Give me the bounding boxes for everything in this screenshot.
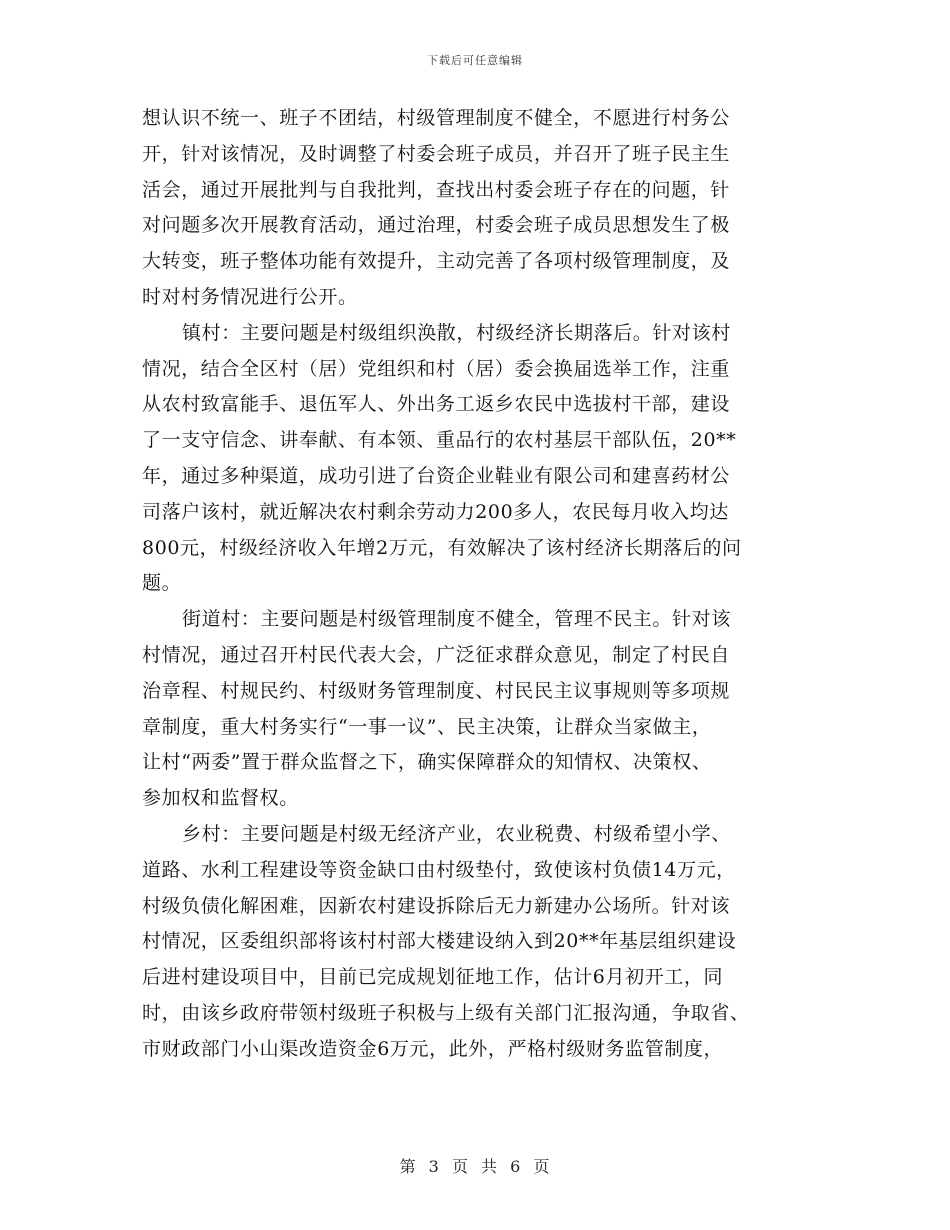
page-header: 下载后可任意编辑 <box>427 54 523 67</box>
text-line: 参加权和监督权。 <box>142 787 299 810</box>
text-line: 活会，通过开展批判与自我批判，查找出村委会班子存在的问题，针 <box>142 178 731 201</box>
text-line: 想认识不统一、班子不团结，村级管理制度不健全，不愿进行村务公 <box>142 107 731 129</box>
text-line: 治章程、村规民约、村级财务管理制度、村民民主议事规则等多项规 <box>142 679 731 702</box>
text-line: 村情况，区委组织部将该村村部大楼建设纳入到20**年基层组织建设 <box>142 930 737 953</box>
text-line: 年，通过多种渠道，成功引进了台资企业鞋业有限公司和建喜药材公 <box>142 464 731 487</box>
text-line: 让村“两委”置于群众监督之下，确实保障群众的知情权、决策权、 <box>142 751 712 774</box>
text-line: 大转变，班子整体功能有效提升，主动完善了各项村级管理制度，及 <box>142 250 731 273</box>
text-line: 对问题多次开展教育活动，通过治理，村委会班子成员思想发生了极 <box>142 214 731 237</box>
text-line: 了一支守信念、讲奉献、有本领、重品行的农村基层干部队伍，20** <box>142 429 737 452</box>
paragraph-first-line: 镇村：主要问题是村级组织涣散，村级经济长期落后。针对该村 <box>182 321 731 344</box>
text-line: 司落户该村，就近解决农村剩余劳动力200多人，农民每月收入均达 <box>142 500 729 523</box>
text-line: 道路、水利工程建设等资金缺口由村级垫付，致使该村负债14万元， <box>142 858 736 881</box>
text-line: 村级负债化解困难，因新农村建设拆除后无力新建办公场所。针对该 <box>142 894 731 917</box>
text-line: 题。 <box>142 572 182 595</box>
text-line: 时对村务情况进行公开。 <box>142 285 358 308</box>
text-line: 村情况，通过召开村民代表大会，广泛征求群众意见，制定了村民自 <box>142 643 731 666</box>
text-line: 情况，结合全区村（居）党组织和村（居）委会换届选举工作，注重 <box>142 357 731 380</box>
page-footer: 第 3 页 共 6 页 <box>399 1157 551 1176</box>
paragraph-first-line: 街道村：主要问题是村级管理制度不健全，管理不民主。针对该 <box>182 608 731 631</box>
paragraph-first-line: 乡村：主要问题是村级无经济产业，农业税费、村级希望小学、 <box>182 822 731 845</box>
text-line: 时，由该乡政府带领村级班子积极与上级有关部门汇报沟通，争取省、 <box>142 1001 750 1024</box>
text-line: 后进村建设项目中，目前已完成规划征地工作，估计6月初开工，同 <box>142 966 724 989</box>
text-line: 从农村致富能手、退伍军人、外出务工返乡农民中选拔村干部，建设 <box>142 393 731 416</box>
document-body <box>142 101 814 1068</box>
text-line: 市财政部门小山渠改造资金6万元，此外，严格村级财务监管制度， <box>142 1037 724 1060</box>
text-line: 开，针对该情况，及时调整了村委会班子成员，并召开了班子民主生 <box>142 142 731 165</box>
text-line: 800元，村级经济收入年增2万元，有效解决了该村经济长期落后的问 <box>142 536 742 559</box>
text-line: 章制度，重大村务实行“一事一议”、民主决策，让群众当家做主， <box>142 715 712 738</box>
